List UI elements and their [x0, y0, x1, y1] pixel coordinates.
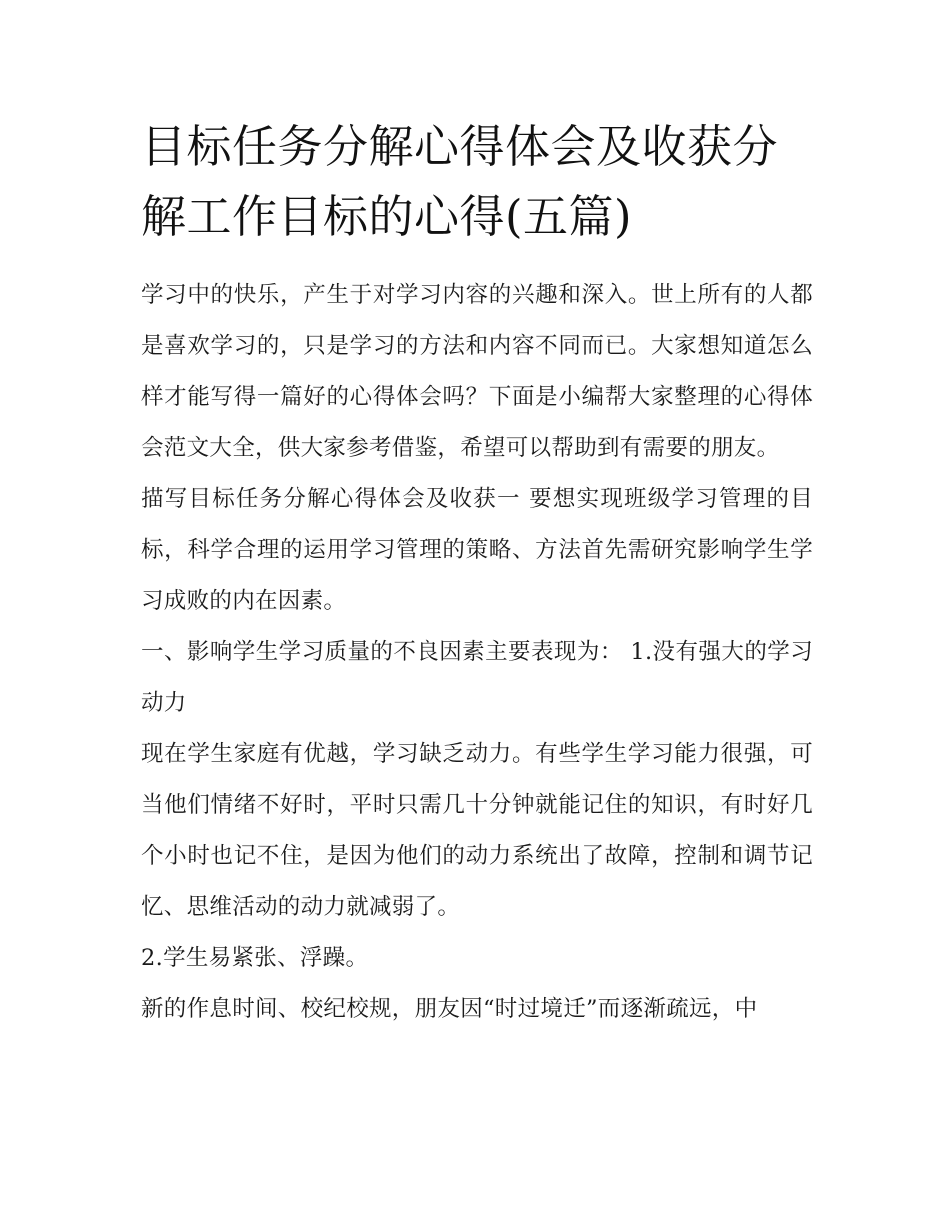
body-paragraph: 描写目标任务分解心得体会及收获一 要想实现班级学习管理的目标，科学合理的运用学习管理的策略、方法首先需研究影响学生学习成败的内在因素。 — [141, 486, 813, 614]
document-title: 目标任务分解心得体会及收获分解工作目标的心得(五篇) — [141, 120, 779, 243]
numbered-point-paragraph: 2.学生易紧张、浮躁。 — [141, 945, 369, 971]
body-paragraph: 现在学生家庭有优越，学习缺乏动力。有些学生学习能力很强，可当他们情绪不好时，平时只需几十分钟就能记住的知识，有时好几个小时也记不住，是因为他们的动力系统出了故障，控制和调节记忆、思维活动的动力就减弱了。 — [141, 741, 813, 920]
document-content — [141, 112, 813, 1035]
intro-paragraph: 学习中的快乐，产生于对学习内容的兴趣和深入。世上所有的人都是喜欢学习的，只是学习的方法和内容不同而已。大家想知道怎么样才能写得一篇好的心得体会吗？下面是小编帮大家整理的心得体会范文大全，供大家参考借鉴，希望可以帮助到有需要的朋友。 — [141, 282, 813, 461]
section-heading-paragraph: 一、影响学生学习质量的不良因素主要表现为： 1.没有强大的学习动力 — [141, 639, 813, 716]
body-paragraph: 新的作息时间、校纪校规，朋友因“时过境迁”而逐渐疏远，中 — [141, 996, 758, 1022]
